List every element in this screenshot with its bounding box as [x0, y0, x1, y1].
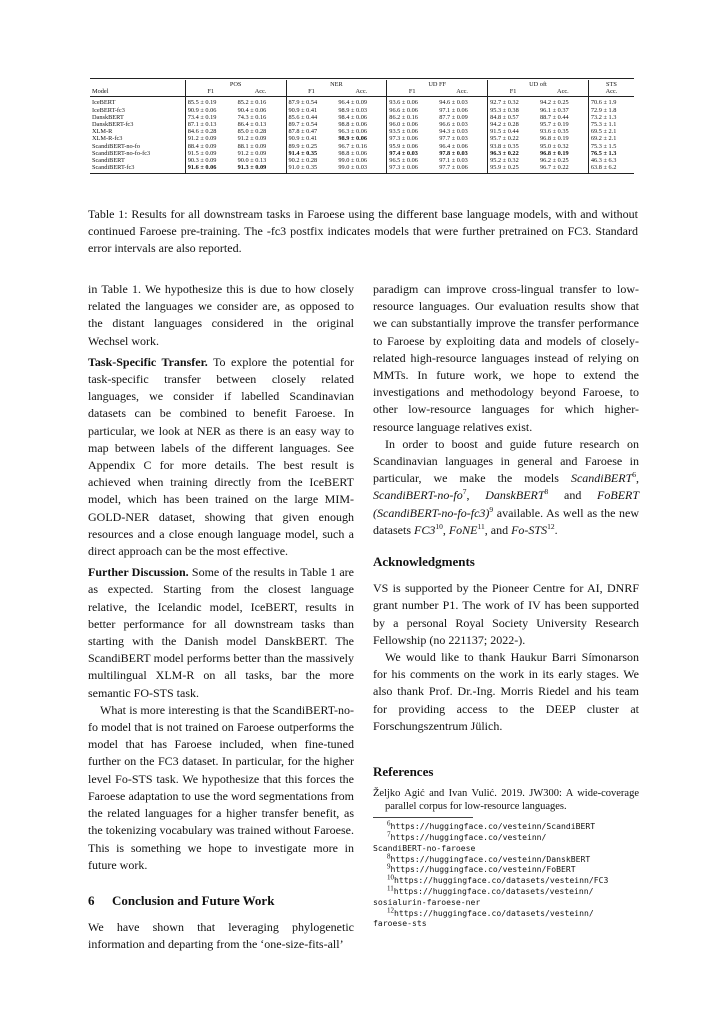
table-cell: 69.2 ± 2.1	[588, 135, 634, 142]
table-cell: 97.1 ± 0.06	[439, 106, 468, 114]
group-header-pos: POS	[185, 80, 286, 88]
table-cell: 93.5 ± 0.06	[387, 128, 437, 135]
footnote-url-continuation[interactable]: faroese-sts	[373, 918, 427, 929]
release-and-1: and	[564, 488, 582, 503]
subheader-udoft-f1: F1	[488, 88, 538, 97]
subheader-pos-f1: F1	[185, 88, 235, 97]
table-cell: 90.9 ± 0.41	[286, 107, 336, 114]
group-header-blank	[90, 80, 185, 88]
table-cell: 89.7 ± 0.54	[286, 121, 336, 128]
row-model-name: ScandiBERT	[92, 157, 125, 165]
right-column	[373, 281, 639, 929]
footnote-10	[373, 875, 639, 886]
table-cell: 90.9 ± 0.41	[286, 135, 336, 142]
table-cell: 90.0 ± 0.13	[237, 157, 267, 165]
row-model-name: ScandiBERT-fc3	[90, 164, 185, 174]
footnote-url[interactable]: https://huggingface.co/vesteinn/	[390, 832, 547, 843]
table-cell: 88.7 ± 0.44	[539, 113, 569, 121]
table-sub-header	[90, 88, 634, 97]
table-cell: 95.7 ± 0.22	[488, 135, 538, 142]
subheader-model: Model	[90, 88, 185, 97]
table-row	[90, 150, 634, 157]
table-cell: 91.3 ± 0.09	[236, 164, 286, 174]
group-header-ner: NER	[286, 80, 387, 88]
table-cell: 88.1 ± 0.09	[237, 142, 267, 150]
table-row	[90, 157, 634, 164]
table-cell: 96.4 ± 0.09	[338, 99, 368, 107]
task-specific-paragraph	[88, 354, 354, 560]
group-header-ud-oft: UD oft	[488, 80, 589, 88]
subheader-ner-f1: F1	[286, 88, 336, 97]
table-cell: 75.3 ± 1.5	[588, 143, 634, 150]
footnote-url[interactable]: https://huggingface.co/vesteinn/FoBERT	[390, 864, 576, 875]
table-top-rule	[90, 78, 634, 79]
footnote-url[interactable]: https://huggingface.co/datasets/vesteinn/FC3	[394, 875, 609, 886]
ack-paragraph-2: We would like to thank Haukur Barri Símonarson for his comments on the work in its early stages. We also thank Prof. Dr.-Ing. Morris Riedel and his team for providing access to the DEEP cluster at Forschungszentrum Jülich.	[373, 650, 639, 733]
table-cell: 97.7 ± 0.03	[439, 135, 468, 143]
left-column	[88, 281, 354, 954]
table-cell: 84.6 ± 0.28	[185, 128, 235, 135]
model-name-fobert: FoBERT (ScandiBERT-no-fo-fc3)	[373, 488, 640, 520]
subheader-udff-f1: F1	[387, 88, 437, 97]
table-cell: 98.8 ± 0.06	[338, 121, 368, 129]
table-cell: 95.3 ± 0.38	[488, 107, 538, 114]
fn-ref-9[interactable]: 9	[489, 504, 494, 514]
reference-agic-2019: Željko Agić and Ivan Vulić. 2019. JW300: A wide-coverage parallel corpus for low-resource languages.	[373, 788, 639, 813]
table-cell: 89.9 ± 0.25	[286, 143, 336, 150]
table-cell: 87.7 ± 0.09	[439, 113, 468, 121]
table-cell: 95.0 ± 0.32	[539, 142, 569, 150]
footnote-number: 6	[387, 819, 391, 828]
table-cell: 96.7 ± 0.16	[338, 142, 368, 150]
fn-ref-10[interactable]: 10	[435, 521, 443, 531]
table-cell: 98.9 ± 0.06	[338, 135, 368, 143]
footnote-url-continuation[interactable]: sosialurin-faroese-ner	[373, 896, 481, 907]
table-cell: 95.9 ± 0.06	[387, 143, 437, 150]
footnote-url[interactable]: https://huggingface.co/datasets/vesteinn/	[393, 886, 594, 897]
footnote-8	[373, 851, 639, 865]
interest-paragraph: What is more interesting is that the ScandiBERT-no-fo model that is not trained on Faroese outperforms the model that has Faroese included, when fine-tuned further on the FC3 dataset. In particular, for the higher level Fo-STS task. We hypothesize that this forces the Faroese adaptation to use the word segmentations from the related languages for a higher transfer benefit, as the tokenizing vocabulary was trained without Faroese. This is something we hope to investigate more in future work.	[88, 702, 354, 872]
table-cell: 97.8 ± 0.03	[439, 149, 468, 157]
table-cell: 91.2 ± 0.09	[237, 135, 267, 143]
footnote-number: 10	[387, 873, 394, 882]
discussion-body: Some of the results in Table 1 are as expected. Starting from the closest language relative, the Icelandic model, IceBERT, results in better performance for all downstream tasks than starting with the Danish model DanskBERT. The ScandiBERT model performs better than the massively multilingual XLM-R on all tasks, bar the more semantic FO-STS task.	[88, 565, 354, 700]
table-cell: 88.4 ± 0.09	[185, 143, 235, 150]
table-row	[90, 97, 634, 107]
footnote-12	[373, 905, 639, 930]
table-cell: 97.3 ± 0.06	[387, 164, 437, 174]
acknowledgments-heading: Acknowledgments	[373, 554, 475, 570]
row-model-name: IceBERT	[92, 99, 116, 107]
table-cell: 70.6 ± 1.9	[588, 97, 634, 107]
fn-ref-6[interactable]: 6	[632, 470, 637, 480]
table-cell: 91.2 ± 0.09	[185, 135, 235, 142]
footnote-11	[373, 886, 639, 908]
table-cell: 96.7 ± 0.22	[538, 164, 588, 174]
dataset-fone: FoNE	[448, 522, 478, 537]
table-cell: 94.2 ± 0.25	[539, 99, 569, 107]
row-model-name: XLM-R	[92, 128, 113, 136]
dataset-fc3: FC3	[414, 522, 436, 537]
group-header-ud-ff: UD FF	[387, 80, 488, 88]
table-cell: 99.0 ± 0.06	[338, 157, 368, 165]
release-text-a: In order to boost and guide future research on Scandinavian languages in general and Faroese in particular, we make the models	[373, 436, 639, 486]
section-heading	[88, 892, 354, 909]
table-cell: 75.3 ± 1.1	[588, 121, 634, 128]
discussion-paragraph	[88, 564, 354, 702]
footnote-number: 12	[387, 905, 394, 914]
table-body	[90, 97, 634, 174]
right-paragraph-1: paradigm can improve cross-lingual transfer to low-resource languages. Our evaluation results show that we can substantially improve the transfer performance to Faroese by exploiting data and models of closely-related high-resource languages instead of relying on MMTs. In future work, we hope to extend the investigations and methodology beyond Faroese, to other low-resource languages for which higher-resource language relatives exist.	[373, 282, 639, 434]
fn-ref-8[interactable]: 8	[544, 487, 549, 497]
table-caption: Table 1: Results for all downstream tasks in Faroese using the different base language models, with and without continued Faroese pre-training. The -fc3 postfix indicates models that were further pretrained on FC3. Standard error intervals are also reported.	[88, 207, 638, 255]
table-group-header	[90, 80, 634, 88]
footnote-number: 8	[387, 851, 391, 860]
release-paragraph: In order to boost and guide future research on Scandinavian languages in general and Faroese in particular, we make the models ScandiBERT$^6$, ScandiBERT-$no-fo^7$, DanskBERT$^8$ and FoBERT (ScandiBERT-no-fo-fc3)$^9$ available. As well as the new datasets $FC3^{10}$, FoNE$^{11}$, and Fo-STS$^{12}$.	[373, 436, 640, 537]
footnote-url[interactable]: https://huggingface.co/vesteinn/DanskBERT	[390, 853, 591, 864]
model-name-scandibert-no-fo: ScandiBERT-no-fo	[373, 488, 463, 503]
model-name-danskbert: DanskBERT	[485, 488, 545, 503]
table-cell: 96.8 ± 0.19	[539, 135, 569, 143]
fn-ref-7[interactable]: 7	[462, 487, 467, 497]
table-row	[90, 128, 634, 135]
table-cell: 86.2 ± 0.16	[387, 114, 437, 121]
conclusion-paragraph: We have shown that leveraging phylogenetic information and departing from the ‘one-size-fits-all’	[88, 920, 354, 952]
footnote-7	[373, 832, 639, 854]
table-cell: 98.8 ± 0.06	[338, 149, 368, 157]
table-cell: 69.5 ± 2.1	[588, 128, 634, 135]
table-cell: 73.2 ± 1.3	[588, 114, 634, 121]
table-cell: 74.3 ± 0.16	[237, 113, 267, 121]
table-cell: 96.4 ± 0.06	[439, 142, 468, 150]
table-cell: 91.0 ± 0.35	[286, 164, 336, 174]
ack-paragraph-1: VS is supported by the Pioneer Centre for AI, DNRF grant number P1. The work of IV has been supported by a personal Royal Society University Research Fellowship (no 221137; 2022-).	[373, 581, 639, 647]
table-cell: 96.6 ± 0.06	[387, 107, 437, 114]
table-cell: 91.5 ± 0.09	[185, 150, 235, 157]
references-heading: References	[373, 764, 434, 780]
fn-ref-11[interactable]: 11	[477, 521, 485, 531]
table-cell: 94.6 ± 0.03	[439, 99, 468, 107]
row-model-name: XLM-R-fc3	[92, 135, 123, 143]
table-cell: 85.0 ± 0.28	[237, 128, 267, 136]
table-cell: 90.4 ± 0.06	[237, 106, 267, 114]
footnote-number: 7	[387, 830, 391, 839]
table-row	[90, 114, 634, 121]
table-cell: 97.3 ± 0.06	[387, 135, 437, 142]
table-cell: 90.2 ± 0.28	[286, 157, 336, 164]
footnote-9	[373, 864, 639, 875]
task-specific-body: To explore the potential for task-specific transfer between closely related languages, we consider if labelled Scandinavian datasets can be combined to benefit Faroese. In particular, we look at NER as there is an easy way to map between labels of the different languages. See Appendix C for more details. The best result is achieved when training directly from the IceBERT model, which has been trained on the large MIM-GOLD-NER dataset, showing that given enough resources and a close enough language model, such a direct approach can be the most effective.	[88, 354, 354, 559]
row-model-name: IceBERT-fc3	[92, 106, 125, 114]
table-cell: 63.8 ± 6.2	[588, 164, 634, 174]
table-cell: 90.9 ± 0.06	[185, 107, 235, 114]
table-cell: 92.7 ± 0.32	[488, 97, 538, 107]
table-cell: 91.4 ± 0.35	[286, 150, 336, 157]
table-cell: 95.7 ± 0.19	[539, 121, 569, 129]
footnote-url[interactable]: https://huggingface.co/datasets/vesteinn/	[394, 907, 594, 918]
table-cell: 86.4 ± 0.13	[237, 121, 267, 129]
table-cell: 98.9 ± 0.03	[338, 106, 368, 114]
table-cell: 93.6 ± 0.35	[539, 128, 569, 136]
table-row	[90, 135, 634, 142]
table-cell: 87.8 ± 0.47	[286, 128, 336, 135]
section-number: 6	[88, 892, 95, 908]
results-table	[90, 80, 634, 174]
row-model-name: ScandiBERT-no-fo-fc3	[92, 149, 151, 157]
row-model-name: DanskBERT	[92, 113, 124, 121]
table-row	[90, 143, 634, 150]
row-model-name: DanskBERT-fc3	[92, 121, 134, 129]
release-and-2: , and	[484, 522, 509, 537]
table-cell: 96.1 ± 0.37	[539, 106, 569, 114]
table-cell: 96.6 ± 0.03	[439, 121, 468, 129]
left-paragraph-1: in Table 1. We hypothesize this is due to how closely related the languages we consider are, as opposed to the distant languages considered in the original Wechsel work.	[88, 282, 354, 348]
table-cell: 97.4 ± 0.03	[387, 150, 437, 157]
subheader-ner-acc: Acc.	[336, 88, 386, 97]
table-cell: 91.6 ± 0.06	[185, 164, 235, 174]
table-cell: 87.9 ± 0.54	[286, 97, 336, 107]
footnote-number: 9	[387, 862, 391, 871]
table-row	[90, 121, 634, 128]
footnote-number: 11	[387, 884, 394, 893]
table-cell: 93.6 ± 0.06	[387, 97, 437, 107]
subheader-sts-acc: Acc.	[588, 88, 634, 97]
table-cell: 76.5 ± 1.3	[588, 150, 634, 157]
subheader-udff-acc: Acc.	[437, 88, 487, 97]
table-cell: 85.5 ± 0.19	[185, 97, 235, 107]
group-header-sts: STS	[588, 80, 634, 88]
table-cell: 96.2 ± 0.25	[539, 157, 569, 165]
table-cell: 93.8 ± 0.35	[488, 143, 538, 150]
table-row	[90, 107, 634, 114]
table-cell: 46.3 ± 6.3	[588, 157, 634, 164]
subheader-pos-acc: Acc.	[236, 88, 286, 97]
table-cell: 85.2 ± 0.16	[237, 99, 267, 107]
table-cell: 94.3 ± 0.03	[439, 128, 468, 136]
model-name-scandibert: ScandiBERT	[570, 471, 633, 486]
table-cell: 72.9 ± 1.8	[588, 107, 634, 114]
table-cell: 98.4 ± 0.06	[338, 113, 368, 121]
fn-ref-12[interactable]: 12	[547, 521, 555, 531]
table-cell: 84.8 ± 0.57	[488, 114, 538, 121]
table-cell: 73.4 ± 0.19	[185, 114, 235, 121]
dataset-fo-sts: Fo-STS	[511, 522, 548, 537]
table-cell: 96.0 ± 0.06	[387, 121, 437, 128]
section-title: Conclusion and Future Work	[112, 892, 275, 908]
discussion-run-in: Further Discussion.	[88, 565, 189, 580]
table-cell: 96.8 ± 0.19	[539, 149, 569, 157]
table-cell: 97.7 ± 0.06	[437, 164, 487, 174]
row-model-name: ScandiBERT-no-fo	[92, 142, 141, 150]
table-cell: 96.3 ± 0.06	[338, 128, 368, 136]
footnote-url[interactable]: https://huggingface.co/vesteinn/ScandiBERT	[390, 821, 596, 832]
table-cell: 99.0 ± 0.03	[336, 164, 386, 174]
table-cell: 95.9 ± 0.25	[488, 164, 538, 174]
table-cell: 87.1 ± 0.13	[185, 121, 235, 128]
table-cell: 96.5 ± 0.06	[387, 157, 437, 164]
table-cell: 90.3 ± 0.09	[185, 157, 235, 164]
table-cell: 85.6 ± 0.44	[286, 114, 336, 121]
table-cell: 94.2 ± 0.28	[488, 121, 538, 128]
table-cell: 91.2 ± 0.09	[237, 149, 267, 157]
footnotes	[373, 821, 639, 929]
footnote-6	[373, 821, 639, 832]
subheader-udoft-acc: Acc.	[538, 88, 588, 97]
table-cell: 91.5 ± 0.44	[488, 128, 538, 135]
table-cell: 95.2 ± 0.32	[488, 157, 538, 164]
release-text-b: available. As well as the new datasets	[373, 505, 639, 537]
table-cell: 96.3 ± 0.22	[488, 150, 538, 157]
task-specific-run-in: Task-Specific Transfer.	[88, 354, 208, 369]
table-cell: 97.1 ± 0.03	[439, 157, 468, 165]
footnote-rule	[373, 817, 473, 818]
table-row	[90, 164, 634, 174]
footnote-url-continuation[interactable]: ScandiBERT-no-faroese	[373, 842, 476, 853]
